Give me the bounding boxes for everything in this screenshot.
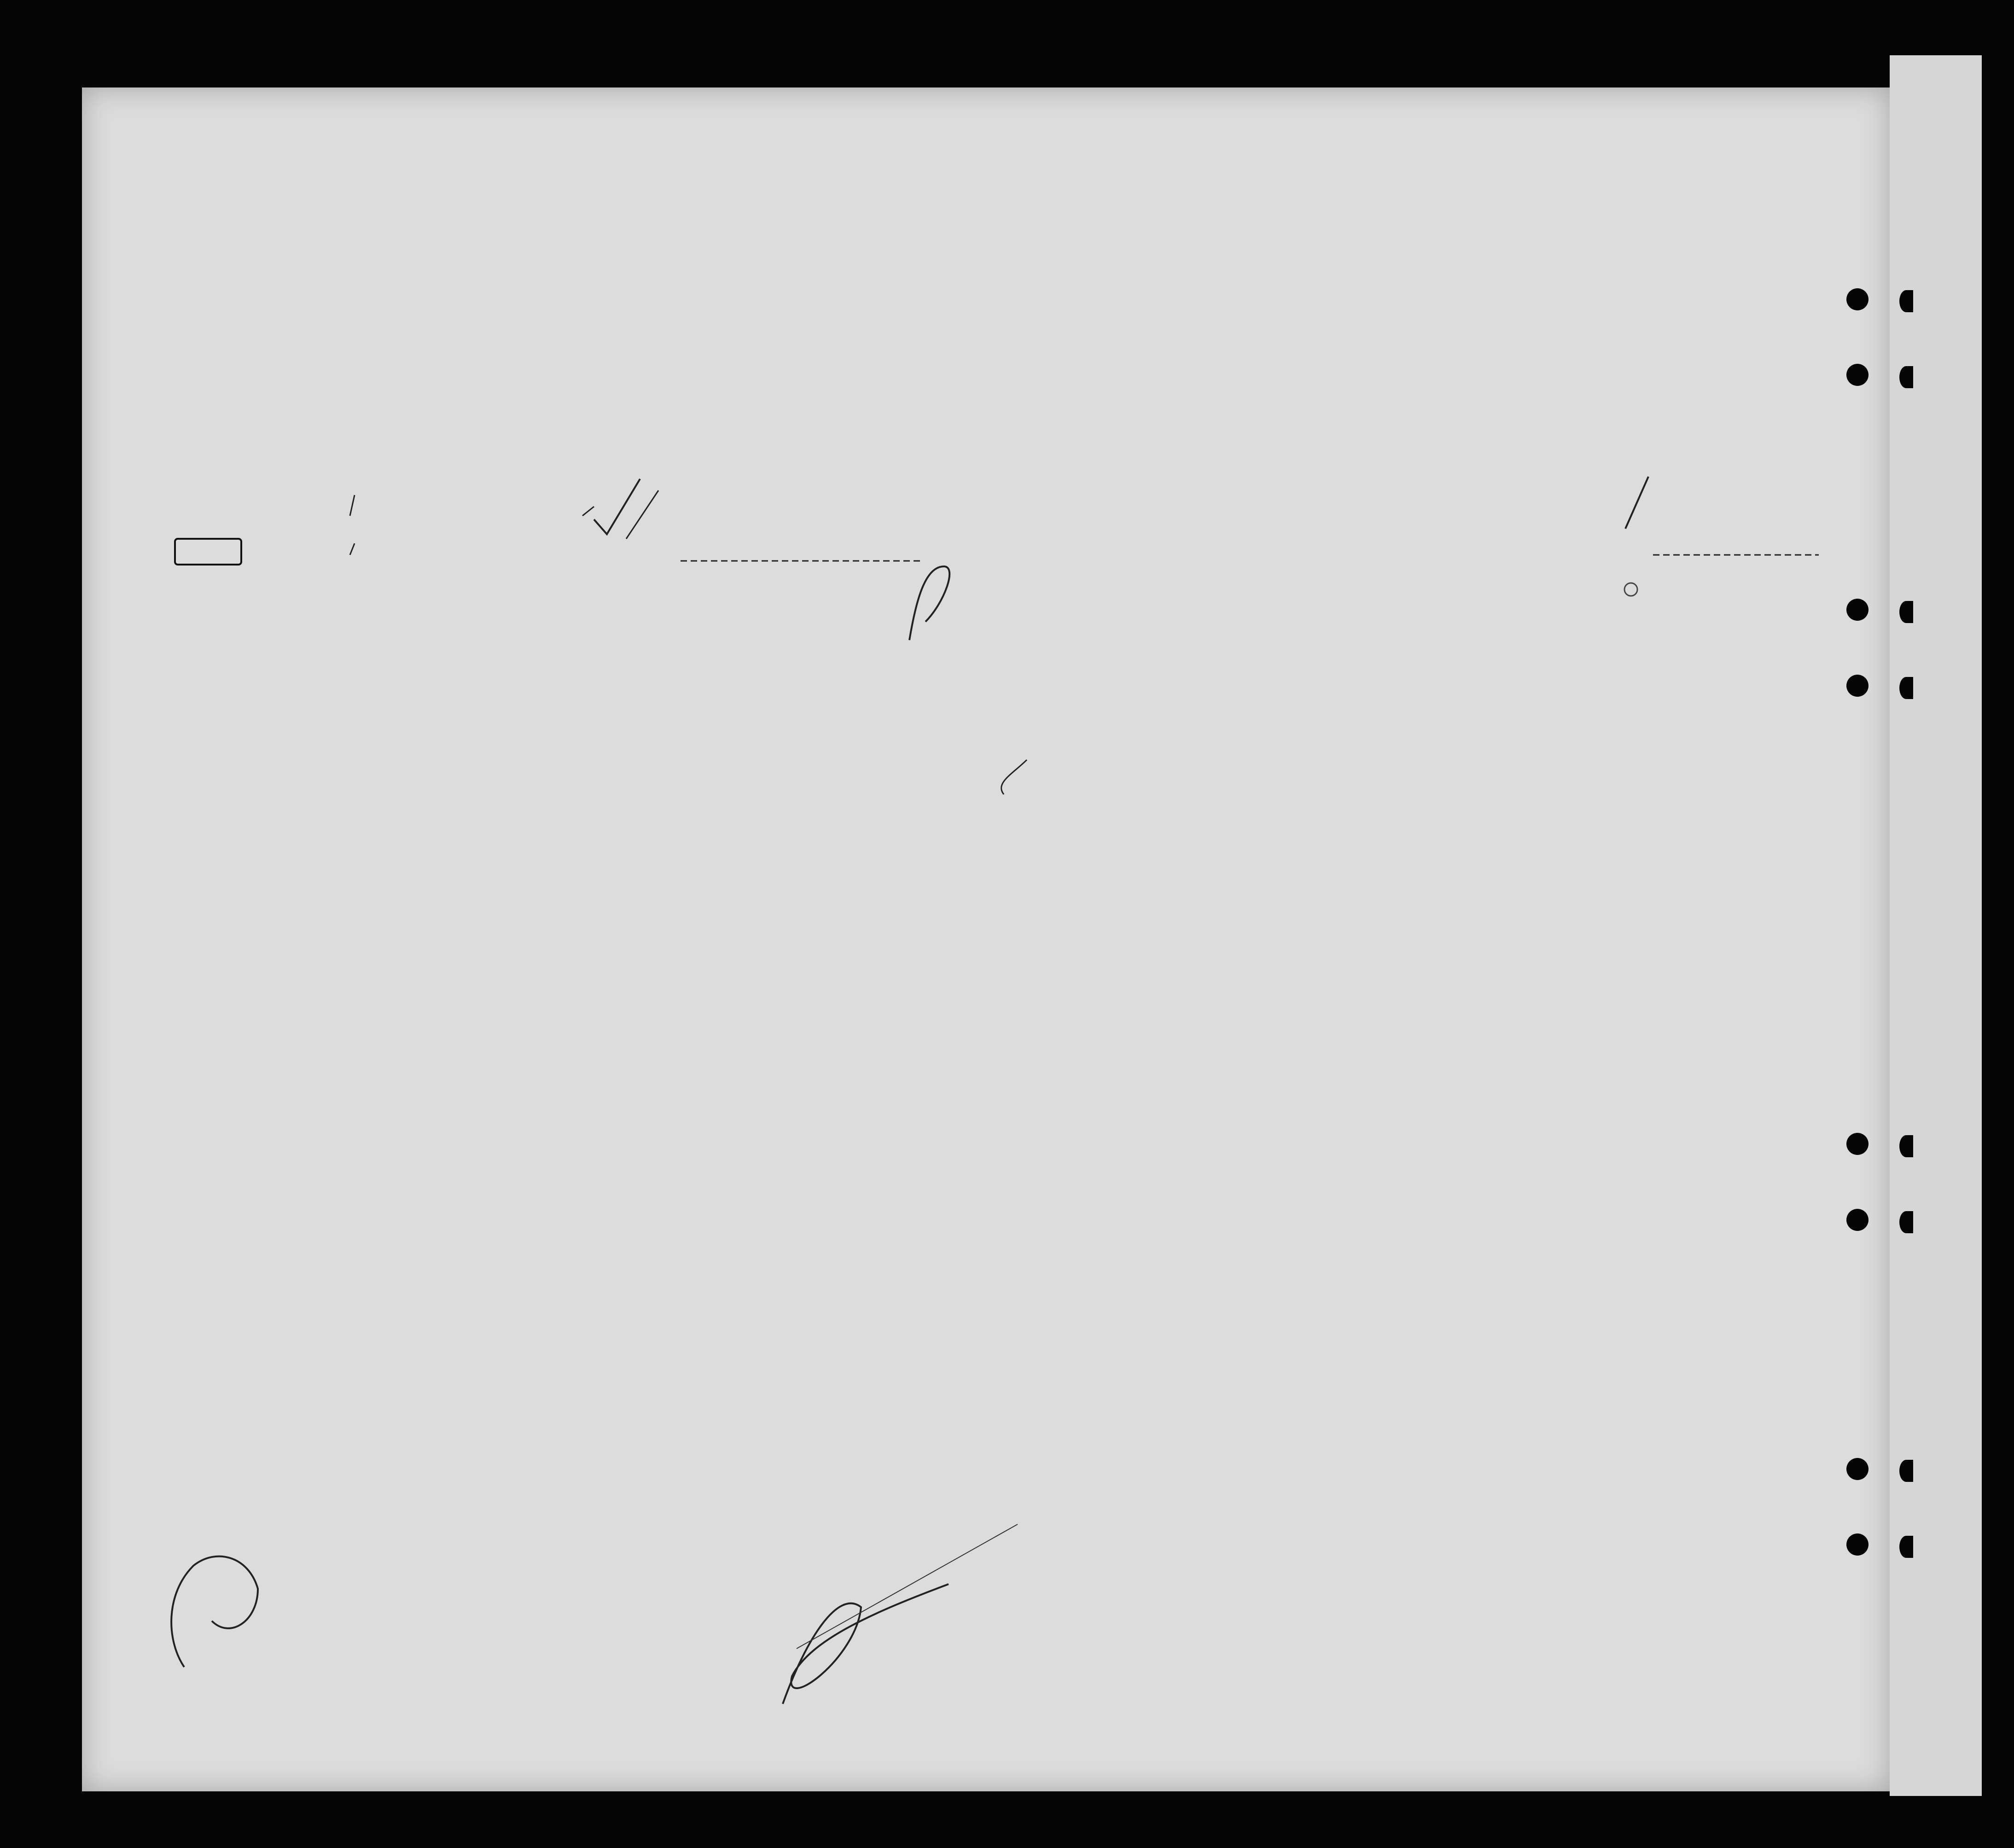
punch-hole bbox=[1846, 675, 1868, 697]
punch-hole-half bbox=[1899, 601, 1913, 623]
punch-hole bbox=[1846, 288, 1868, 310]
punch-hole-half bbox=[1899, 1135, 1913, 1157]
punch-hole bbox=[1846, 599, 1868, 621]
punch-hole bbox=[1846, 364, 1868, 386]
punch-hole bbox=[1846, 1209, 1868, 1231]
punch-hole bbox=[1846, 1533, 1868, 1556]
punch-hole bbox=[1846, 1458, 1868, 1480]
punch-hole-half bbox=[1899, 290, 1913, 312]
punch-hole-half bbox=[1899, 1536, 1913, 1558]
punch-hole-half bbox=[1899, 677, 1913, 699]
punch-hole-half bbox=[1899, 1460, 1913, 1482]
punch-hole-half bbox=[1899, 366, 1913, 388]
punch-hole bbox=[1846, 1133, 1868, 1155]
head-tax-stamp bbox=[174, 538, 242, 565]
punch-hole-half bbox=[1899, 1211, 1913, 1233]
